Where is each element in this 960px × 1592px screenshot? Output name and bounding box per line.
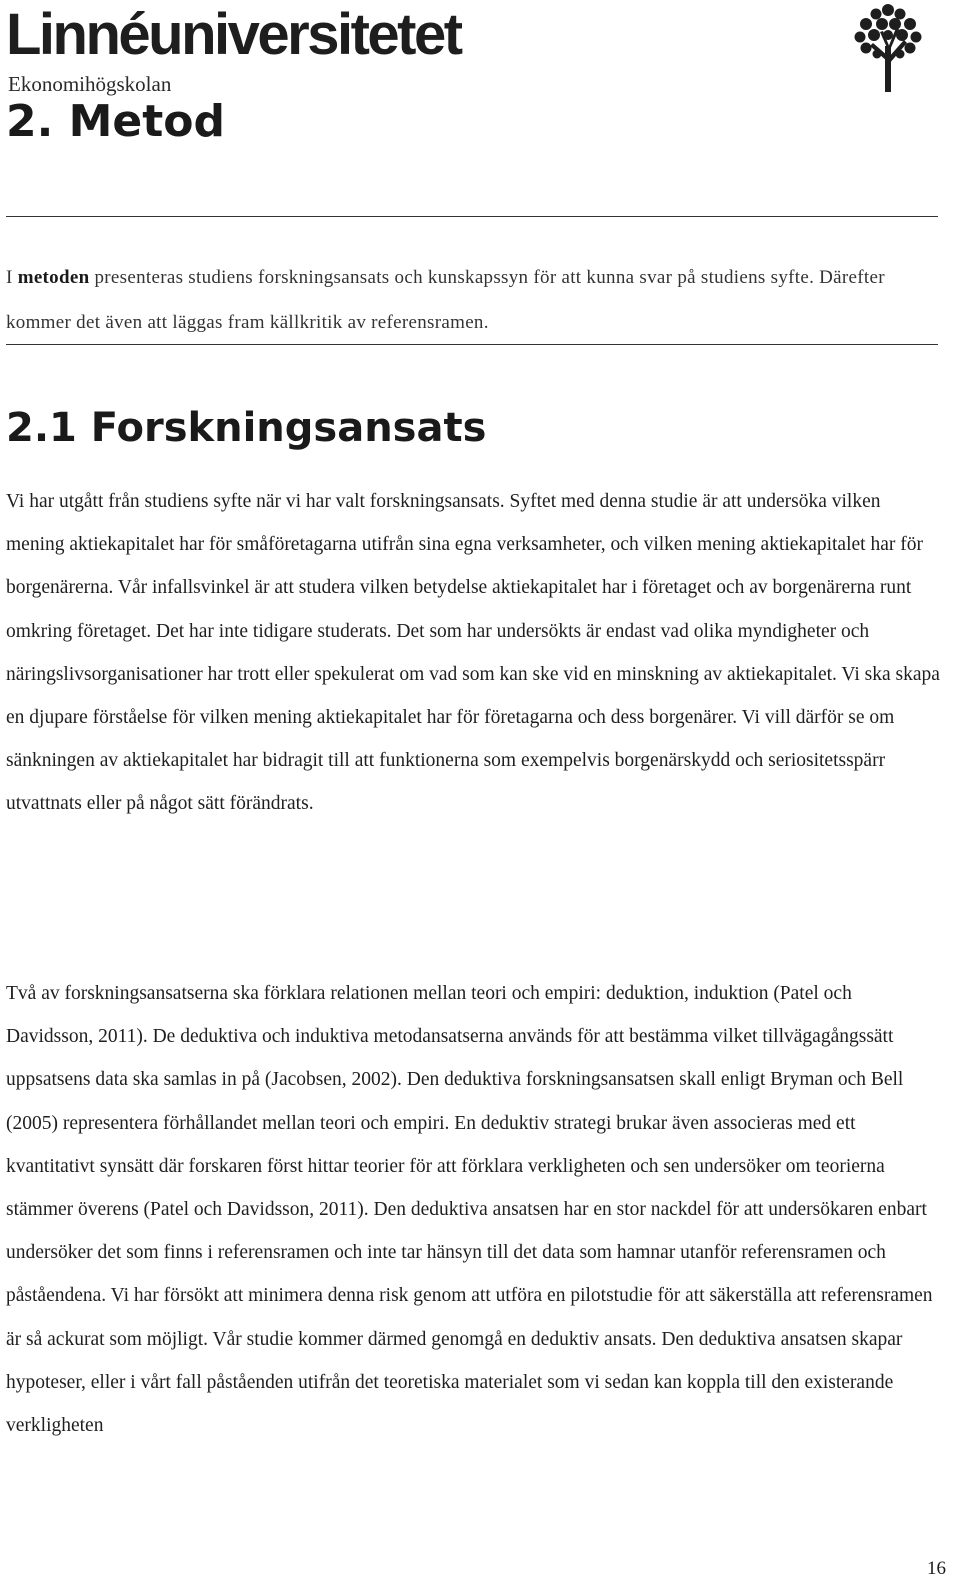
tree-logo-icon: [852, 2, 924, 94]
university-logo-wordmark: Linnéuniversitetet: [6, 2, 461, 67]
body-paragraph: Två av forskningsansatserna ska förklara relationen mellan teori och empiri: deduktion, induktion (Patel och Davidsson, 2011). De deduktiva och induktiva metodansatserna används för att bestämma vilket tillvägagångssätt uppsatsens data ska samlas in på (Jacobsen, 2002). Den deduktiva forskningsansatsen skall enligt Bryman och Bell (2005) representera förhållandet mellan teori och empiri. En deduktiv strategi brukar även associeras med ett kvantitativt synsätt där forskaren först hittar teorier för att förklara verkligheten och sen undersöker om teorierna stämmer överens (Patel och Davidsson, 2011). Den deduktiva ansatsen har en stor nackdel för att undersökaren enbart undersöker det som finns i referensramen och inte tar hänsyn till det data som hamnar utanför referensramen och påståendena. Vi har försökt att minimera denna risk genom att utföra en pilotstudie för att säkerställa att referensramen är så ackurat som möjligt. Vår studie kommer därmed genomgå en deduktiv ansats. Den deduktiva ansatsen skapar hypoteser, eller i vårt fall påståenden utifrån det teoretiska materialet som vi sedan kan koppla till den existerande verkligheten: [6, 983, 933, 1437]
separator-line: [6, 344, 938, 345]
body-paragraph: Vi har utgått från studiens syfte när vi har valt forskningsansats. Syftet med denna studie är att undersöka vilken mening aktiekapitalet har för småföretagarna utifrån sina egna verksamheter, och vilken mening aktiekapitalet har för borgenärerna. Vår infallsvinkel är att studera vilken betydelse aktiekapitalet har i företaget och av borgenärerna runt omkring företaget. Det har inte tidigare studerats. Det som har undersökts är endast vad olika myndigheter och näringslivsorganisationer har trott eller spekulerat om vad som kan ske vid en minskning av aktiekapitalet. Vi ska skapa en djupare förståelse för vilken mening aktiekapitalet har för företagarna och dess borgenärer. Vi vill därför se om sänkningen av aktiekapitalet har bidragit till att funktionerna som exempelvis borgenärskydd och seriositetsspärr utvattnats eller på något sätt förändrats.: [6, 491, 940, 815]
separator-line: [6, 216, 938, 217]
intro-text-start: I: [6, 267, 18, 288]
chapter-introduction: [6, 255, 936, 345]
section-heading: 2.1 Forskningsansats: [6, 405, 487, 451]
page-number: 16: [927, 1558, 946, 1579]
chapter-heading: 2. Metod: [6, 96, 226, 147]
school-name: Ekonomihögskolan: [8, 72, 172, 96]
intro-bold-term: metoden: [17, 267, 90, 288]
intro-text-rest: presenteras studiens forskningsansats och kunskapssyn för att kunna svar på studiens syfte. Därefter kommer det även att läggas fram källkritik av referensramen.: [6, 267, 885, 333]
